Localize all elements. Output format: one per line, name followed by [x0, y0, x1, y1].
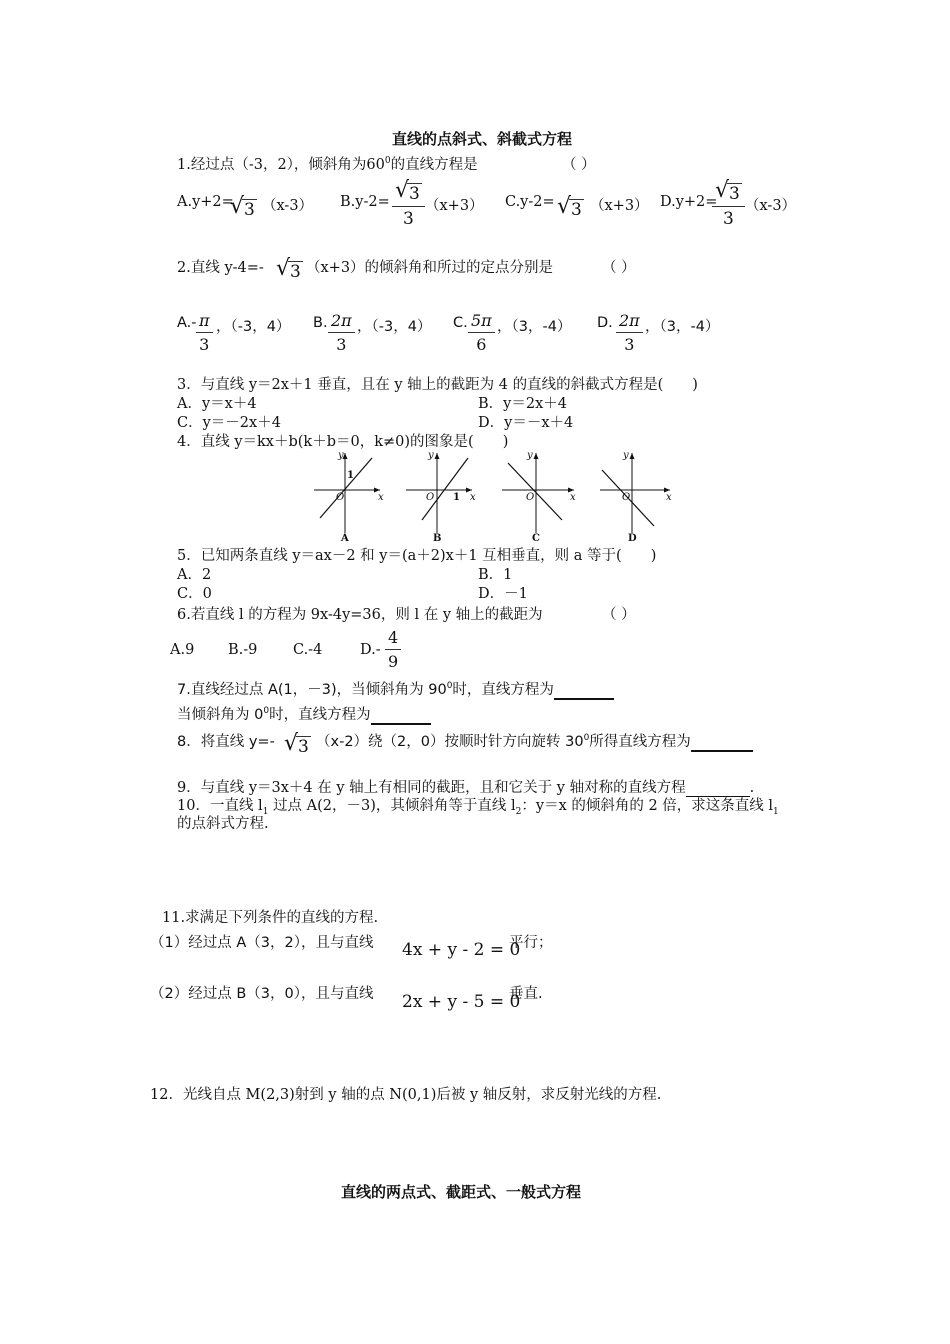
- q7-answer-blank-2[interactable]: [371, 707, 431, 725]
- question-7-line1: 7.直线经过点 A(1，－3)，当倾斜角为 $90^0$时，直线方程为: [177, 678, 614, 700]
- graph-b-tick: 1: [453, 492, 460, 503]
- q2-option-b-tail: ，（-3，4）: [357, 319, 432, 335]
- q6-option-b: B.-9: [228, 642, 258, 658]
- question-7-line2: 当倾斜角为 $0^0$时，直线方程为: [177, 703, 431, 725]
- q7-answer-blank-1[interactable]: [554, 682, 614, 700]
- q6-option-a: A.9: [170, 642, 195, 658]
- q1-option-a: A.y+2=: [177, 194, 234, 210]
- graph-b-x-label: x: [470, 492, 476, 503]
- q6-option-d: D.-: [360, 642, 381, 658]
- q2-sqrt: √ 3: [276, 256, 301, 282]
- graph-d-origin: O: [622, 492, 631, 503]
- q2-option-c-tail: ，（3，-4）: [497, 319, 572, 335]
- graph-b-origin: O: [426, 492, 435, 503]
- q2-option-a-fraction: $\frac{\pi}{3}$: [196, 313, 213, 353]
- q2-option-a: A.-: [177, 315, 197, 331]
- question-2-stem-post: （x+3）的倾斜角和所过的定点分别是: [306, 260, 554, 276]
- q6-option-d-fraction: $\frac{4}{9}$: [385, 630, 401, 670]
- question-11-stem: 11.求满足下列条件的直线的方程.: [162, 910, 379, 926]
- question-3-stem: 3．与直线 y＝2x＋1 垂直，且在 y 轴上的截距为 4 的直线的斜截式方程是( ): [177, 377, 698, 393]
- graph-d-y-label: y: [623, 450, 629, 461]
- section-title-2: 直线的两点式、截距式、一般式方程: [341, 1183, 582, 1201]
- question-8-tail: （x-2）绕（2，0）按顺时针方向旋转 $30^0$所得直线方程为: [316, 730, 753, 752]
- question-2-paren: （ ）: [602, 260, 636, 276]
- graph-c-y-label: y: [527, 450, 533, 461]
- q1-option-a-tail: （x-3）: [262, 198, 314, 214]
- q2-option-d-tail: ，（3，-4）: [645, 319, 720, 335]
- q2-option-a-tail: ，（-3，4）: [216, 319, 291, 335]
- q1-option-c: C.y-2=: [505, 194, 555, 210]
- q11-part-2: （2）经过点 B（3，0），且与直线: [150, 986, 374, 1002]
- q2-option-d: D.: [597, 315, 613, 331]
- section-title: 直线的点斜式、斜截式方程: [392, 130, 573, 148]
- q1-option-c-tail: （x+3）: [590, 198, 649, 214]
- q3-option-c: C．y＝－2x＋4: [177, 415, 281, 431]
- q2-option-d-fraction: $\frac{2\pi}{3}$: [616, 313, 643, 353]
- graph-b-letter: B: [433, 533, 442, 543]
- question-10-line2: 的点斜式方程.: [177, 816, 269, 832]
- q5-option-d: D．－1: [478, 586, 528, 602]
- q6-option-c: C.-4: [293, 642, 323, 658]
- graph-a-tick: 1: [347, 470, 354, 481]
- q2-option-b: B.: [313, 315, 328, 331]
- q3-option-b: B．y＝2x＋4: [478, 396, 567, 412]
- q8-sqrt: √ 3: [284, 731, 309, 757]
- q11-part-1-tail: 平行；: [509, 935, 553, 951]
- graph-c-origin: O: [526, 492, 535, 503]
- question-6-stem: 6.若直线 l 的方程为 9x-4y=36，则 l 在 y 轴上的截距为: [177, 607, 543, 623]
- graph-b-y-label: y: [428, 450, 434, 461]
- question-9-stem: 9．与直线 y＝3x＋4 在 y 轴上有相同的截距，且和它关于 y 轴对称的直线方程 .: [177, 780, 755, 796]
- q5-option-a: A．2: [177, 567, 212, 583]
- graph-d: [600, 450, 672, 543]
- graph-a-letter: A: [341, 533, 349, 543]
- q8-answer-blank[interactable]: [691, 734, 753, 752]
- graph-c-letter: C: [532, 533, 540, 543]
- graph-c-x-label: x: [570, 492, 576, 503]
- q1-option-b-fraction: √ 3 3: [392, 186, 425, 228]
- question-1-stem: 1.经过点（-3，2），倾斜角为$60^0$的直线方程是: [177, 156, 478, 173]
- q2-option-c: C.: [453, 315, 468, 331]
- q1-option-b-tail: （x+3）: [425, 198, 484, 214]
- graph-d-letter: D: [628, 533, 637, 543]
- graph-a-x-label: x: [378, 492, 384, 503]
- question-10-line1: 10．一直线 $l_1$ 过点 A(2，－3)，其倾斜角等于直线 $l_2$：y＝x 的倾斜角的 2 倍，求这条直线 $l_1$: [177, 798, 779, 817]
- graph-a: [314, 450, 384, 543]
- question-6-paren: （ ）: [602, 607, 636, 623]
- q11-part-2-tail: 垂直.: [509, 986, 543, 1002]
- question-5-stem: 5．已知两条直线 y＝ax－2 和 y＝(a＋2)x＋1 互相垂直，则 a 等于( ): [177, 548, 657, 564]
- q3-option-d: D．y＝－x＋4: [478, 415, 574, 431]
- q1-option-d-tail: （x-3）: [745, 198, 797, 214]
- q1-option-d: D.y+2=: [660, 194, 718, 210]
- q1-option-a-sqrt: √ 3: [230, 194, 255, 220]
- graph-c: [502, 450, 576, 543]
- question-1-paren: （ ）: [562, 157, 596, 173]
- q1-option-b: B.y-2=: [340, 194, 390, 210]
- graph-b: [406, 450, 476, 543]
- q4-graphs: [310, 448, 680, 543]
- question-12-stem: 12．光线自点 M(2,3)射到 y 轴的点 N(0,1)后被 y 轴反射，求反射光线的方程.: [150, 1087, 662, 1103]
- q5-option-b: B．1: [478, 567, 513, 583]
- graph-a-y-label: y: [338, 450, 344, 461]
- q2-option-c-fraction: $\frac{5\pi}{6}$: [468, 313, 495, 353]
- q1-option-d-fraction: √ 3 3: [712, 186, 745, 228]
- graph-a-origin: O: [336, 492, 345, 503]
- graph-d-x-label: x: [666, 492, 672, 503]
- q5-option-c: C．0: [177, 586, 212, 602]
- q11-part-1-equation: 4x + y - 2 = 0: [402, 940, 521, 960]
- q3-option-a: A．y＝x＋4: [177, 396, 257, 412]
- q1-option-c-sqrt: √ 3: [557, 194, 582, 220]
- question-4-stem: 4．直线 y＝kx＋b(k＋b＝0，k≠0)的图象是( ): [177, 434, 509, 450]
- question-8-pre: 8．将直线 y=-: [177, 734, 275, 750]
- q2-option-b-fraction: $\frac{2\pi}{3}$: [328, 313, 355, 353]
- q11-part-1: （1）经过点 A（3，2），且与直线: [150, 935, 374, 951]
- question-2-stem-pre: 2.直线 y-4=-: [177, 260, 264, 276]
- q11-part-2-equation: 2x + y - 5 = 0: [402, 992, 521, 1012]
